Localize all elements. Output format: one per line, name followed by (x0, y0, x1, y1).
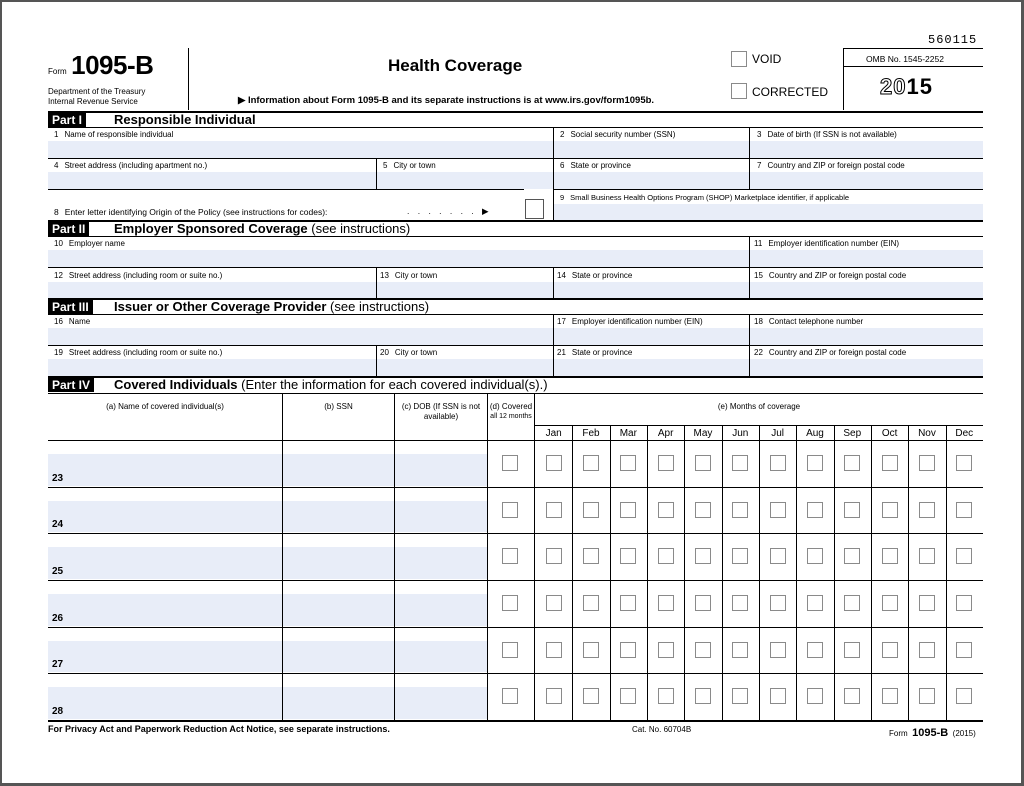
row-25-name-input[interactable] (48, 547, 282, 579)
field-1-text: Name of responsible individual (64, 130, 174, 139)
field-8-label (54, 207, 327, 217)
field-7-num: 7 (757, 161, 762, 170)
field-17-label (557, 317, 703, 327)
field-19-input[interactable] (48, 359, 376, 376)
field-4-text: Street address (including apartment no.) (64, 161, 208, 170)
col-b-header: (b) SSN (324, 402, 353, 411)
row-25-nov-checkbox[interactable] (919, 548, 935, 564)
catalog-number: Cat. No. 60704B (632, 725, 692, 734)
omb-rule (843, 66, 983, 67)
row-23-may-checkbox[interactable] (695, 455, 711, 471)
form-id (48, 50, 153, 81)
dept-line-2: Internal Revenue Service (48, 97, 138, 106)
row-26-jun-checkbox[interactable] (732, 595, 748, 611)
row-27-covered-all-checkbox[interactable] (502, 642, 518, 658)
row-27-jun-checkbox[interactable] (732, 642, 748, 658)
row-number: 27 (52, 659, 64, 671)
field-12-text: Street address (including room or suite no.) (68, 271, 223, 280)
field-18-num: 18 (754, 317, 763, 326)
col-a-header: (a) Name of covered individual(s) (106, 402, 224, 411)
field-19-text: Street address (including room or suite no.) (68, 348, 223, 357)
grid-month-divider (647, 425, 648, 720)
field-3-label (757, 130, 897, 140)
row-28-oct-checkbox[interactable] (882, 688, 898, 704)
p1-row1-divider-b (749, 127, 750, 158)
p1-row2-rule-left (48, 189, 524, 190)
row-24-jun-checkbox[interactable] (732, 502, 748, 518)
part1-bar-rule (48, 127, 983, 128)
p1-row2-rule-right (553, 189, 983, 190)
row-24-may-checkbox[interactable] (695, 502, 711, 518)
row-28-may-checkbox[interactable] (695, 688, 711, 704)
row-26-covered-all-checkbox[interactable] (502, 595, 518, 611)
row-28-aug-checkbox[interactable] (807, 688, 823, 704)
row-27-jul-checkbox[interactable] (770, 642, 786, 658)
dept-line-1: Department of the Treasury (48, 87, 146, 96)
grid-col-divider (487, 393, 488, 720)
field-2-num: 2 (560, 130, 565, 139)
row-24-dec-checkbox[interactable] (956, 502, 972, 518)
form-prefix: Form (48, 67, 67, 76)
row-28-jul-checkbox[interactable] (770, 688, 786, 704)
field-16-label (54, 317, 90, 327)
row-26-nov-checkbox[interactable] (919, 595, 935, 611)
grid-month-divider (722, 425, 723, 720)
field-5-num: 5 (383, 161, 388, 170)
part2-title-text: Employer Sponsored Coverage (114, 221, 308, 236)
grid-month-divider (684, 425, 685, 720)
field-21-num: 21 (557, 348, 566, 357)
field-5-input[interactable] (377, 172, 553, 189)
grid-month-divider (796, 425, 797, 720)
p1-row2-divider-a (376, 158, 377, 189)
field-7-label (757, 161, 905, 171)
row-28-mar-checkbox[interactable] (620, 688, 636, 704)
field-20-text: City or town (394, 348, 438, 357)
row-25-feb-checkbox[interactable] (583, 548, 599, 564)
p3-row2-divider-c (749, 345, 750, 376)
part2-bar-rule (48, 236, 983, 237)
form-number: 1095-B (71, 50, 154, 80)
p1-row1-rule (48, 158, 983, 159)
row-23-jul-checkbox[interactable] (770, 455, 786, 471)
field-17-num: 17 (557, 317, 566, 326)
footer-form-id (889, 723, 976, 741)
part1-tag: Part I (48, 113, 86, 127)
row-28-feb-checkbox[interactable] (583, 688, 599, 704)
info-line: ▶ Information about Form 1095-B and its separate instructions is at www.irs.gov/form1095b. (238, 95, 655, 106)
grid-col-divider (282, 393, 283, 720)
part4-bar-rule (48, 393, 983, 394)
field-8-input[interactable] (525, 199, 544, 219)
part4-title-text: Covered Individuals (114, 377, 238, 392)
field-17-text: Employer identification number (EIN) (571, 317, 703, 326)
grid-row-rule (48, 487, 983, 488)
row-28-covered-all-checkbox[interactable] (502, 688, 518, 704)
field-6-num: 6 (560, 161, 565, 170)
row-27-apr-checkbox[interactable] (658, 642, 674, 658)
row-28-dec-checkbox[interactable] (956, 688, 972, 704)
field-10-label (54, 239, 125, 249)
field-7-input[interactable] (750, 172, 983, 189)
field-21-input[interactable] (554, 359, 749, 376)
grid-month-divider (871, 425, 872, 720)
form-title: Health Coverage (388, 56, 523, 75)
month-header-feb: Feb (582, 428, 600, 439)
grid-col-divider (534, 393, 535, 720)
row-23-oct-checkbox[interactable] (882, 455, 898, 471)
part2-tag: Part II (48, 222, 89, 236)
row-28-apr-checkbox[interactable] (658, 688, 674, 704)
tax-year-prefix: 20 (880, 74, 907, 99)
row-25-jul-checkbox[interactable] (770, 548, 786, 564)
field-16-input[interactable] (48, 328, 553, 345)
part4-title (114, 378, 548, 392)
field-9-num: 9 (560, 193, 565, 202)
row-27-jan-checkbox[interactable] (546, 642, 562, 658)
row-27-mar-checkbox[interactable] (620, 642, 636, 658)
month-header-apr: Apr (657, 428, 674, 439)
row-25-oct-checkbox[interactable] (882, 548, 898, 564)
field-9-label (560, 193, 849, 203)
row-24-feb-checkbox[interactable] (583, 502, 599, 518)
row-28-jun-checkbox[interactable] (732, 688, 748, 704)
field-1-label (54, 130, 173, 140)
row-27-dec-checkbox[interactable] (956, 642, 972, 658)
field-3-text: Date of birth (If SSN is not available) (767, 130, 897, 139)
row-26-dec-checkbox[interactable] (956, 595, 972, 611)
row-25-apr-checkbox[interactable] (658, 548, 674, 564)
month-header-sep: Sep (843, 428, 862, 439)
field-15-text: Country and ZIP or foreign postal code (768, 271, 907, 280)
row-26-feb-checkbox[interactable] (583, 595, 599, 611)
part3-bar-rule (48, 314, 983, 315)
field-9-input[interactable] (554, 204, 983, 220)
void-checkbox[interactable] (731, 51, 747, 67)
field-22-num: 22 (754, 348, 763, 357)
p3-row2-divider-b (553, 345, 554, 376)
field-22-text: Country and ZIP or foreign postal code (768, 348, 907, 357)
field-15-num: 15 (754, 271, 763, 280)
row-24-covered-all-checkbox[interactable] (502, 502, 518, 518)
field-10-text: Employer name (68, 239, 125, 248)
row-28-jan-checkbox[interactable] (546, 688, 562, 704)
p2-row2-divider-a (376, 267, 377, 298)
field-15-input[interactable] (750, 282, 983, 298)
row-25-dec-checkbox[interactable] (956, 548, 972, 564)
header-divider-left (188, 48, 189, 110)
field-12-num: 12 (54, 271, 63, 280)
field-6-text: State or province (570, 161, 631, 170)
corrected-label: CORRECTED (752, 85, 829, 99)
row-23-jun-checkbox[interactable] (732, 455, 748, 471)
p1-row3-divider (553, 189, 554, 220)
field-15-label (754, 271, 906, 281)
field-14-num: 14 (557, 271, 566, 280)
field-8-leader: . . . . . . . ▶ (407, 206, 492, 216)
col-c-header-2: available) (423, 412, 459, 421)
row-28-nov-checkbox[interactable] (919, 688, 935, 704)
row-24-nov-checkbox[interactable] (919, 502, 935, 518)
row-23-dob-input[interactable] (395, 454, 487, 486)
row-23-dec-checkbox[interactable] (956, 455, 972, 471)
field-18-text: Contact telephone number (768, 317, 864, 326)
col-e-header: (e) Months of coverage (717, 402, 801, 411)
col-d-header-1: (d) Covered (489, 402, 533, 411)
void-label: VOID (752, 52, 782, 66)
month-header-may: May (693, 428, 713, 439)
row-25-dob-input[interactable] (395, 547, 487, 579)
field-8-text: Enter letter identifying Origin of the Policy (see instructions for codes): (64, 207, 328, 217)
row-number: 23 (52, 472, 64, 484)
row-23-name-input[interactable] (48, 454, 282, 486)
grid-month-divider (946, 425, 947, 720)
omb-number: OMB No. 1545-2252 (866, 54, 944, 64)
row-28-name-input[interactable] (48, 687, 282, 719)
field-12-label (54, 271, 222, 281)
row-27-sep-checkbox[interactable] (844, 642, 860, 658)
row-28-sep-checkbox[interactable] (844, 688, 860, 704)
part4-tag: Part IV (48, 378, 94, 392)
part4-title-note: (Enter the information for each covered individual(s).) (241, 377, 548, 392)
field-11-label (754, 239, 899, 249)
grid-month-divider (759, 425, 760, 720)
p2-row2-divider-b (553, 267, 554, 298)
field-4-num: 4 (54, 161, 59, 170)
field-4-input[interactable] (48, 172, 376, 189)
field-20-label (380, 348, 437, 358)
month-header-nov: Nov (918, 428, 936, 439)
grid-row-rule (48, 627, 983, 628)
month-header-aug: Aug (806, 428, 824, 439)
row-24-name-input[interactable] (48, 501, 282, 533)
field-22-input[interactable] (750, 359, 983, 376)
row-27-dob-input[interactable] (395, 641, 487, 673)
row-28-dob-input[interactable] (395, 687, 487, 719)
row-number: 24 (52, 519, 64, 531)
field-3-input[interactable] (750, 141, 983, 158)
row-24-apr-checkbox[interactable] (658, 502, 674, 518)
part3-title-text: Issuer or Other Coverage Provider (114, 299, 327, 314)
row-26-apr-checkbox[interactable] (658, 595, 674, 611)
corrected-checkbox[interactable] (731, 83, 747, 99)
field-5-label (383, 161, 436, 171)
row-23-apr-checkbox[interactable] (658, 455, 674, 471)
row-27-aug-checkbox[interactable] (807, 642, 823, 658)
row-25-mar-checkbox[interactable] (620, 548, 636, 564)
field-14-label (557, 271, 632, 281)
row-23-nov-checkbox[interactable] (919, 455, 935, 471)
field-20-input[interactable] (377, 359, 553, 376)
row-24-dob-input[interactable] (395, 501, 487, 533)
field-19-num: 19 (54, 348, 63, 357)
row-26-may-checkbox[interactable] (695, 595, 711, 611)
field-2-label (560, 130, 675, 140)
row-27-ssn-input[interactable] (283, 641, 394, 673)
field-7-text: Country and ZIP or foreign postal code (767, 161, 905, 170)
tax-year (880, 74, 933, 100)
p2-row1-rule (48, 267, 983, 268)
field-5-text: City or town (393, 161, 436, 170)
row-23-mar-checkbox[interactable] (620, 455, 636, 471)
tax-year-suffix: 15 (906, 74, 933, 99)
row-26-aug-checkbox[interactable] (807, 595, 823, 611)
month-header-jun: Jun (732, 428, 749, 439)
month-header-dec: Dec (955, 428, 974, 439)
month-header-mar: Mar (619, 428, 637, 439)
part3-tag: Part III (48, 300, 93, 314)
row-27-may-checkbox[interactable] (695, 642, 711, 658)
row-27-feb-checkbox[interactable] (583, 642, 599, 658)
field-18-label (754, 317, 863, 327)
field-18-input[interactable] (750, 328, 983, 345)
grid-month-divider (908, 425, 909, 720)
col-d-header-2: all 12 months (490, 413, 532, 420)
row-26-mar-checkbox[interactable] (620, 595, 636, 611)
p3-row1-divider-b (749, 314, 750, 345)
row-number: 26 (52, 612, 64, 624)
part1-title (114, 113, 256, 127)
footer-rule (48, 720, 983, 722)
p1-row2-divider-c (749, 158, 750, 189)
field-2-text: Social security number (SSN) (570, 130, 676, 139)
footer-form-year: (2015) (952, 729, 976, 738)
header-divider-right (843, 48, 844, 110)
row-24-jan-checkbox[interactable] (546, 502, 562, 518)
field-3-num: 3 (757, 130, 762, 139)
field-13-input[interactable] (377, 282, 553, 298)
row-23-jan-checkbox[interactable] (546, 455, 562, 471)
grid-row-rule (48, 580, 983, 581)
row-number: 25 (52, 566, 64, 577)
row-23-feb-checkbox[interactable] (583, 455, 599, 471)
field-11-text: Employer identification number (EIN) (768, 239, 900, 248)
field-10-input[interactable] (48, 250, 749, 267)
row-24-ssn-input[interactable] (283, 501, 394, 533)
month-header-jul: Jul (771, 428, 785, 439)
field-1-input[interactable] (48, 141, 553, 158)
row-24-oct-checkbox[interactable] (882, 502, 898, 518)
field-17-input[interactable] (554, 328, 749, 345)
grid-row-rule (48, 673, 983, 674)
row-24-jul-checkbox[interactable] (770, 502, 786, 518)
field-6-label (560, 161, 631, 171)
part3-title (114, 300, 429, 314)
field-20-num: 20 (380, 348, 389, 357)
row-24-aug-checkbox[interactable] (807, 502, 823, 518)
row-25-ssn-input[interactable] (283, 547, 394, 579)
row-26-jan-checkbox[interactable] (546, 595, 562, 611)
grid-month-divider (610, 425, 611, 720)
field-21-text: State or province (571, 348, 633, 357)
month-header-oct: Oct (881, 428, 898, 439)
part2-title-note: (see instructions) (311, 221, 411, 236)
field-10-num: 10 (54, 239, 63, 248)
field-11-num: 11 (754, 239, 763, 248)
part1-title-text: Responsible Individual (114, 112, 256, 127)
field-11-input[interactable] (750, 250, 983, 267)
row-25-may-checkbox[interactable] (695, 548, 711, 564)
field-13-num: 13 (380, 271, 389, 280)
p1-row1-divider-a (553, 127, 554, 158)
row-27-name-input[interactable] (48, 641, 282, 673)
p1-row2-divider-b (553, 158, 554, 189)
row-26-oct-checkbox[interactable] (882, 595, 898, 611)
omb-top-rule (843, 48, 983, 49)
row-27-nov-checkbox[interactable] (919, 642, 935, 658)
grid-month-divider (572, 425, 573, 720)
row-25-covered-all-checkbox[interactable] (502, 548, 518, 564)
month-header-jan: Jan (545, 428, 562, 439)
row-27-oct-checkbox[interactable] (882, 642, 898, 658)
row-24-sep-checkbox[interactable] (844, 502, 860, 518)
row-23-sep-checkbox[interactable] (844, 455, 860, 471)
col-c-header-1: (c) DOB (If SSN is not (401, 402, 481, 411)
field-1-num: 1 (54, 130, 59, 139)
row-number: 28 (52, 706, 64, 718)
part3-title-note: (see instructions) (330, 299, 430, 314)
field-21-label (557, 348, 632, 358)
p3-row1-divider-a (553, 314, 554, 345)
footer-form-prefix: Form (889, 729, 908, 738)
p3-row2-divider-a (376, 345, 377, 376)
row-23-covered-all-checkbox[interactable] (502, 455, 518, 471)
row-26-sep-checkbox[interactable] (844, 595, 860, 611)
field-4-label (54, 161, 207, 171)
grid-month-divider (834, 425, 835, 720)
grid-row-rule (48, 533, 983, 534)
row-25-aug-checkbox[interactable] (807, 548, 823, 564)
field-13-text: City or town (394, 271, 438, 280)
field-22-label (754, 348, 906, 358)
field-9-text: Small Business Health Options Program (SHOP) Marketplace identifier, if applicable (570, 193, 850, 202)
p3-row1-rule (48, 345, 983, 346)
field-16-num: 16 (54, 317, 63, 326)
footer-form-number: 1095-B (912, 727, 949, 739)
field-14-text: State or province (571, 271, 633, 280)
row-23-aug-checkbox[interactable] (807, 455, 823, 471)
row-28-ssn-input[interactable] (283, 687, 394, 719)
row-24-mar-checkbox[interactable] (620, 502, 636, 518)
field-16-text: Name (68, 317, 91, 326)
row-23-ssn-input[interactable] (283, 454, 394, 486)
p2-row2-divider-c (749, 267, 750, 298)
p2-row1-divider (749, 236, 750, 267)
form-code: 560115 (928, 33, 978, 47)
grid-col-divider (394, 393, 395, 720)
row-26-dob-input[interactable] (395, 594, 487, 626)
row-25-jun-checkbox[interactable] (732, 548, 748, 564)
privacy-notice: For Privacy Act and Paperwork Reduction Act Notice, see separate instructions. (48, 724, 390, 734)
field-19-label (54, 348, 222, 358)
field-2-input[interactable] (554, 141, 749, 158)
field-8-num: 8 (54, 207, 59, 217)
row-25-jan-checkbox[interactable] (546, 548, 562, 564)
row-26-jul-checkbox[interactable] (770, 595, 786, 611)
field-12-input[interactable] (48, 282, 376, 298)
row-25-sep-checkbox[interactable] (844, 548, 860, 564)
field-13-label (380, 271, 437, 281)
field-6-input[interactable] (554, 172, 749, 189)
grid-header-rule (48, 440, 983, 441)
part2-title (114, 222, 410, 236)
row-26-name-input[interactable] (48, 594, 282, 626)
field-14-input[interactable] (554, 282, 749, 298)
row-26-ssn-input[interactable] (283, 594, 394, 626)
